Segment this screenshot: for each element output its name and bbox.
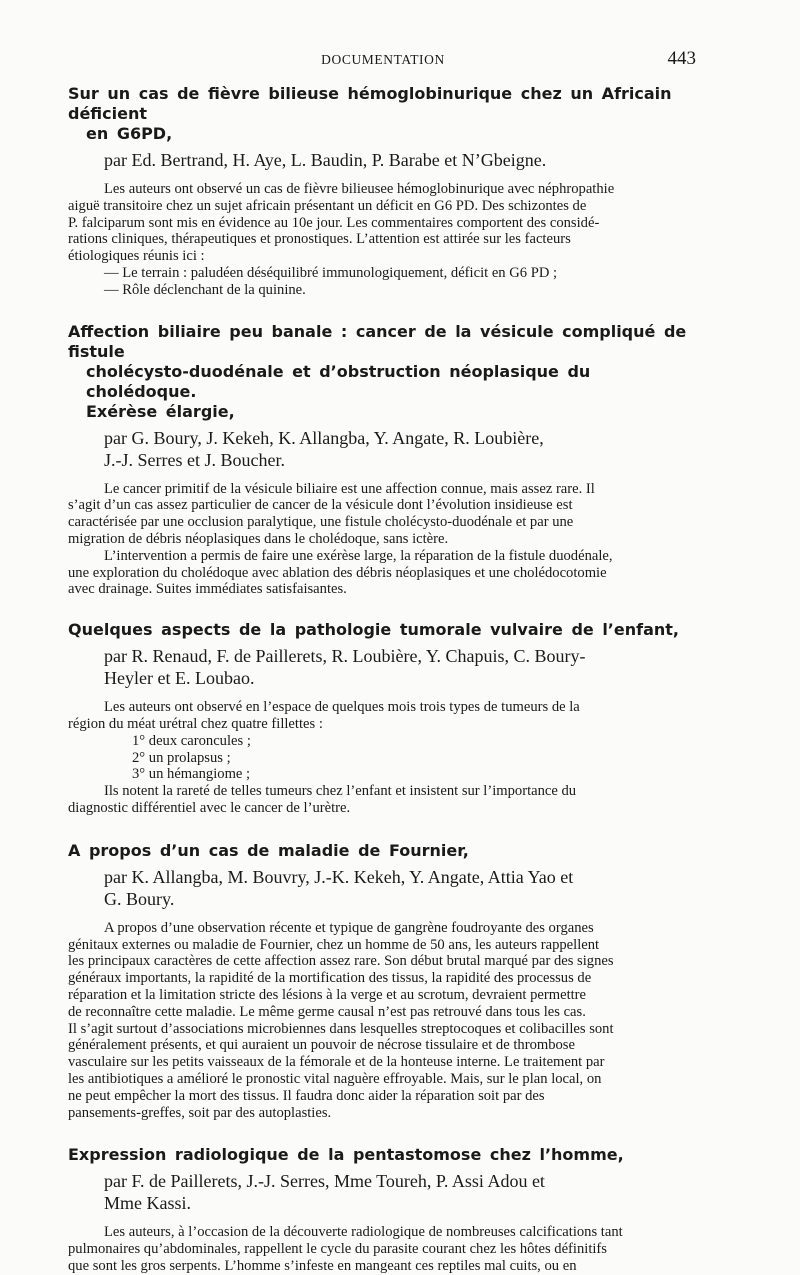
article-title: Sur un cas de fièvre bilieuse hémoglobinurique chez un Africain déficient en G6PD, bbox=[68, 84, 672, 143]
list-item: 3° un hémangiome ; bbox=[132, 766, 251, 783]
list-item: 2° un prolapsus ; bbox=[132, 749, 231, 766]
article-abstract: Les auteurs ont observé un cas de fièvre bilieusee hémoglobinurique avec néphropathie aiguë transitoire chez un sujet africain présentant un déficit en G6 PD. Des schizontes de P. falciparum sont mis en évidence au 10e jour. Les commentaires comportent des considé- rations cliniques, thérapeutiques et pronostiques. L’attention est attirée sur les facteurs étiologiques réunis ici : — Le terrain : paludéen déséquilibré immunologiquement, déficit en G6 PD ; — Rôle déclenchant de la quinine. bbox=[68, 181, 698, 299]
article-abstract: Le cancer primitif de la vésicule biliaire est une affection connue, mais assez rare. Il s’agit d’un cas assez particulier de cancer de la vésicule dont l’évolution insidieuse est caractérisée par une occlusion paralytique, une fistule cholécysto-duodénale et par une migration de débris néoplasiques dans le cholédoque, sans ictère. L’intervention a permis de faire une exérèse large, la réparation de la fistule duodénale, une exploration du cholédoque avec ablation des débris néoplasiques et une cholédocotomie avec drainage. Suites immédiates satisfaisantes. bbox=[68, 480, 613, 598]
list-item: — Le terrain : paludéen déséquilibré immunologiquement, déficit en G6 PD ; bbox=[104, 264, 558, 281]
article-abstract: Les auteurs, à l’occasion de la découverte radiologique de nombreuses calcifications tant pulmonaires qu’abdominales, rappellent le cycle du parasite courant chez les hôtes définitifs que sont les gros serpents. L’homme s’infeste en mangeant ces reptiles mal cuits, ou en bbox=[68, 1224, 623, 1274]
page-number: 443 bbox=[667, 48, 696, 69]
list-item: — Rôle déclenchant de la quinine. bbox=[104, 281, 306, 298]
document-page bbox=[68, 48, 698, 1275]
article-pentastomose bbox=[68, 1145, 698, 1274]
article-authors: par Ed. Bertrand, H. Aye, L. Baudin, P. Barabe et N’Gbeigne. bbox=[104, 150, 547, 170]
article-title: Affection biliaire peu banale : cancer de la vésicule compliqué de fistule cholécysto-duodénale et d’obstruction néoplasique du cholédoque. Exérèse élargie, bbox=[68, 321, 687, 421]
article-authors: par K. Allangba, M. Bouvry, J.-K. Kekeh, Y. Angate, Attia Yao et G. Boury. bbox=[104, 866, 574, 909]
article-title: Expression radiologique de la pentastomose chez l’homme, bbox=[68, 1145, 624, 1165]
article-abstract: A propos d’une observation récente et typique de gangrène foudroyante des organes génitaux externes ou maladie de Fournier, chez un homme de 50 ans, les auteurs rappellent les principaux caractères de cette affection assez rare. Son début brutal marqué par des signes généraux importants, la rapidité de la mortification des tissus, la rapidité des processus de réparation et la limitation stricte des lésions à la verge et au scrotum, devraient permettre de reconnaître cette maladie. Le même germe causal n’est pas retrouvé dans tous les cas. Il s’agit surtout d’associations microbiennes dans lesquelles streptocoques et colibacilles sont généralement présents, et qui auraient un pouvoir de nécrose tissulaire et de thrombose vasculaire sur les petits vaisseaux de la fémorale et de la honteuse interne. Le traitement par les antibiotiques a amélioré le pronostic vital naguère effroyable. Mais, sur le plan local, on ne peut empêcher la mort des tissus. Il faudra donc aider la réparation soit par des pansements-greffes, soit par des autoplasties. bbox=[68, 919, 614, 1121]
list-item: 1° deux caroncules ; bbox=[132, 732, 251, 749]
page-header bbox=[68, 48, 698, 70]
article-authors: par F. de Paillerets, J.-J. Serres, Mme Toureh, P. Assi Adou et Mme Kassi. bbox=[104, 1171, 545, 1214]
article-pathologie-vulvaire bbox=[68, 620, 698, 817]
article-authors: par R. Renaud, F. de Paillerets, R. Loubière, Y. Chapuis, C. Boury- Heyler et E. Loubao. bbox=[104, 646, 586, 689]
article-title: Quelques aspects de la pathologie tumorale vulvaire de l’enfant, bbox=[68, 620, 679, 640]
article-title: A propos d’un cas de maladie de Fournier, bbox=[68, 840, 469, 860]
article-authors: par G. Boury, J. Kekeh, K. Allangba, Y. Angate, R. Loubière, J.-J. Serres et J. Boucher. bbox=[104, 427, 544, 470]
article-affection-biliaire bbox=[68, 322, 698, 599]
article-maladie-fournier bbox=[68, 841, 698, 1122]
article-fievre-bilieuse bbox=[68, 84, 698, 299]
article-abstract: Les auteurs ont observé en l’espace de quelques mois trois types de tumeurs de la région du méat urétral chez quatre fillettes : 1° deux caroncules ; 2° un prolapsus ; 3° un hémangiome ; Ils notent la rareté de telles tumeurs chez l’enfant et insistent sur l’importance du diagnostic différentiel avec le cancer de l’urètre. bbox=[68, 699, 698, 817]
running-head: DOCUMENTATION bbox=[321, 52, 445, 67]
